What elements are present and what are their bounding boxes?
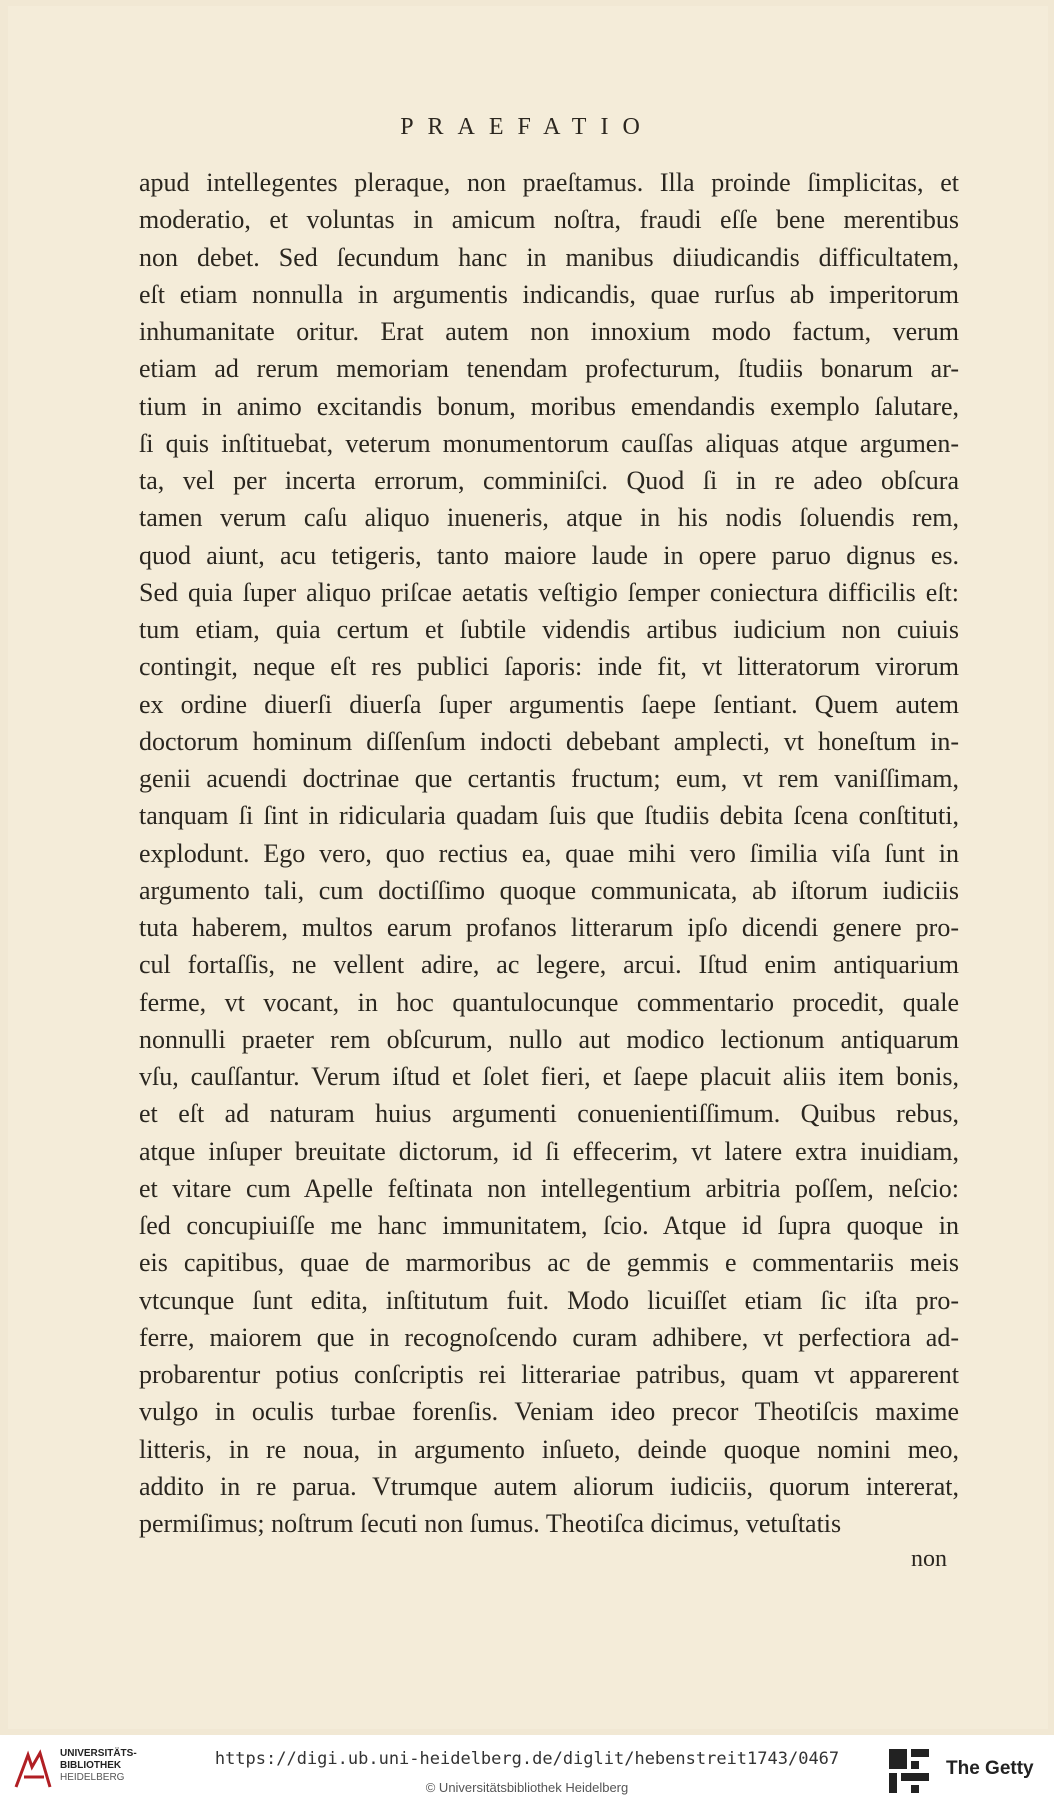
text-line: explodunt. Ego vero, quo rectius ea, quae mihi vero ſimilia viſa ſunt in xyxy=(139,838,959,868)
text-line: ex ordine diuerſi diuerſa ſuper argumentis ſaepe ſentiant. Quem autem xyxy=(139,689,959,719)
text-line: tamen verum caſu aliquo inueneris, atque in his nodis ſoluendis rem, xyxy=(139,503,959,533)
text-line: doctorum hominum diſſenſum indocti debebant amplecti, vt honeſtum in- xyxy=(139,726,959,756)
text-line: eis capitibus, quae de marmoribus ac de gemmis e commentariis meis xyxy=(139,1248,959,1278)
text-line: ferme, vt vocant, in hoc quantulocunque commentario procedit, quale xyxy=(139,987,959,1017)
text-line: litteris, in re noua, in argumento inſueto, deinde quoque nomini meo, xyxy=(139,1434,959,1464)
text-line: ferre, maiorem que in recognoſcendo curam adhibere, vt perfectiora ad- xyxy=(139,1322,959,1352)
viewer-footer xyxy=(0,1735,1054,1806)
page-header-title: PRAEFATIO xyxy=(400,114,654,140)
text-line: ſed concupiuiſſe me hanc immunitatem, ſcio. Atque id ſupra quoque in xyxy=(139,1211,959,1240)
text-line: et eſt ad naturam huius argumenti conuenientiſſimum. Quibus rebus, xyxy=(139,1099,959,1129)
text-line: vſu, cauſſantur. Verum iſtud et ſolet fieri, et ſaepe placuit aliis item bonis, xyxy=(139,1062,959,1091)
text-line: addito in re parua. Vtrumque autem aliorum iudiciis, quorum intererat, xyxy=(139,1471,959,1501)
text-line: contingit, neque eſt res publici ſaporis: inde fit, vt litteratorum virorum xyxy=(139,652,959,682)
copyright-notice: © Universitätsbibliothek Heidelberg xyxy=(425,1780,629,1795)
catchword: non xyxy=(911,1546,947,1572)
text-line: eſt etiam nonnulla in argumentis indicandis, quae rurſus ab imperitorum xyxy=(139,279,959,309)
institution-line-3: HEIDELBERG xyxy=(60,1772,125,1783)
text-line: probarentur potius conſcriptis rei litterariae patribus, quam vt apparerent xyxy=(139,1360,959,1389)
text-line: atque inſuper breuitate dictorum, id ſi effecerim, vt latere extra inuidiam, xyxy=(139,1136,959,1166)
permalink-url[interactable]: https://digi.ub.uni-heidelberg.de/diglit/hebenstreit1743/0467 xyxy=(214,1749,840,1769)
text-line: vtcunque ſunt edita, inſtitutum fuit. Modo licuiſſet etiam ſic iſta pro- xyxy=(139,1285,959,1315)
body-text xyxy=(139,164,959,1542)
text-line: tuta haberem, multos earum profanos litterarum ipſo dicendi genere pro- xyxy=(139,913,959,942)
text-line: Sed quia ſuper aliquo priſcae aetatis veſtigio ſemper coniectura difficilis eſt: xyxy=(139,577,959,607)
text-line: cul fortaſſis, ne vellent adire, ac legere, arcui. Iſtud enim antiquarium xyxy=(139,950,959,980)
text-line: et vitare cum Apelle feſtinata non intellegentium arbitria poſſem, neſcio: xyxy=(139,1173,959,1203)
text-line: etiam ad rerum memoriam tenendam profecturum, ſtudiis bonarum ar- xyxy=(139,354,959,384)
getty-logo-icon xyxy=(887,1747,933,1795)
text-line: tium in animo excitandis bonum, moribus emendandis exemplo ſalutare, xyxy=(139,391,959,421)
text-line: genii acuendi doctrinae que certantis fructum; eum, vt rem vaniſſimam, xyxy=(139,764,959,793)
institution-line-2: BIBLIOTHEK xyxy=(60,1760,122,1771)
text-line: non debet. Sed ſecundum hanc in manibus diiudicandis difficultatem, xyxy=(139,242,959,272)
text-line: quod aiunt, acu tetigeris, tanto maiore laude in opere paruo dignus es. xyxy=(139,540,959,570)
text-line: apud intellegentes pleraque, non praeſtamus. Illa proinde ſimplicitas, et xyxy=(139,168,959,197)
text-line: moderatio, et voluntas in amicum noſtra, fraudi eſſe bene merentibus xyxy=(139,205,959,235)
text-line: tanquam ſi ſint in ridicularia quadam ſuis que ſtudiis debita ſcena conſtituti, xyxy=(139,801,959,831)
text-line: tum etiam, quia certum et ſubtile videndis artibus iudicium non cuiuis xyxy=(139,615,959,644)
text-line: nonnulli praeter rem obſcurum, nullo aut modico lectionum antiquarum xyxy=(139,1024,959,1054)
text-line: inhumanitate oritur. Erat autem non innoxium modo factum, verum xyxy=(139,317,959,346)
institution-line-1: UNIVERSITÄTS- xyxy=(60,1748,137,1759)
text-line: ta, vel per incerta errorum, comminiſci. Quod ſi in re adeo obſcura xyxy=(139,466,959,495)
text-line: ſi quis inſtituebat, veterum monumentorum cauſſas aliquas atque argumen- xyxy=(139,428,959,458)
text-line: argumento tali, cum doctiſſimo quoque communicata, ab iſtorum iudiciis xyxy=(139,875,959,905)
text-line: permiſimus; noſtrum ſecuti non ſumus. Theotiſca dicimus, vetuſtatis xyxy=(139,1509,842,1538)
sponsor-name: The Getty xyxy=(946,1758,1034,1779)
text-line: vulgo in oculis turbae forenſis. Veniam ideo precor Theotiſcis maxime xyxy=(139,1397,959,1427)
